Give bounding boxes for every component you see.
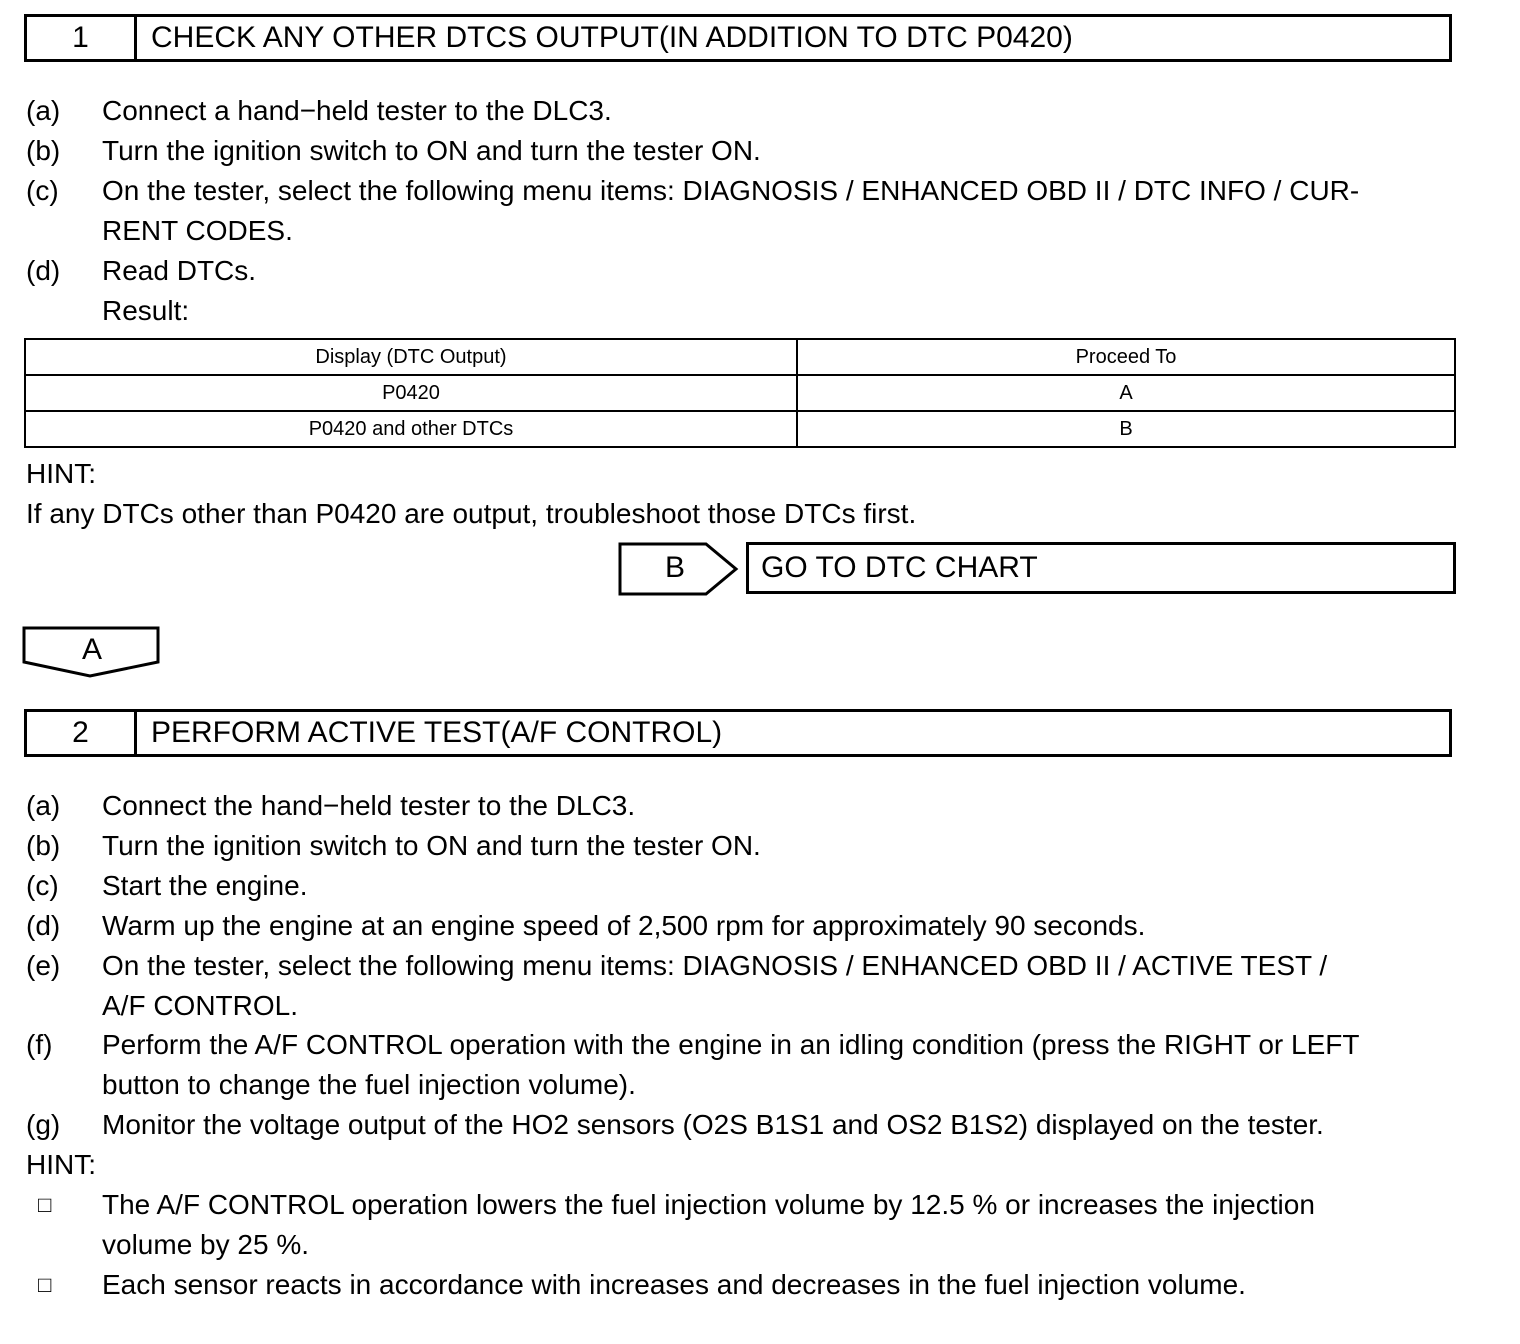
step-2-item-e-label: (e): [26, 950, 61, 981]
step-2-item-d-text: Warm up the engine at an engine speed of 2,500 rpm for approximately 90 seconds.: [102, 910, 1146, 941]
list-item: The A/F CONTROL operation lowers the fuel injection volume by 12.5 % or increases the injection: [102, 1189, 1315, 1220]
table-row: [25, 411, 1455, 447]
step-1-item-a-text: Connect a hand−held tester to the DLC3.: [102, 95, 612, 126]
step-1-item-b-text: Turn the ignition switch to ON and turn the tester ON.: [102, 135, 761, 166]
step-2-item-b-label: (b): [26, 830, 61, 861]
table-header-display: Display (DTC Output): [25, 339, 797, 375]
step-2-item-g-text: Monitor the voltage output of the HO2 sensors (O2S B1S1 and OS2 B1S2) displayed on the tester.: [102, 1109, 1324, 1140]
step-2-hint-label: HINT:: [26, 1149, 96, 1180]
step-1-number: 1: [27, 17, 137, 59]
step-2-item-a-text: Connect the hand−held tester to the DLC3.: [102, 790, 636, 821]
branch-b-text: GO TO DTC CHART: [761, 551, 1038, 584]
table-header-proceed: Proceed To: [797, 339, 1455, 375]
step-1-hint-label: HINT:: [26, 458, 96, 489]
step-2-item-e-text-1: On the tester, select the following menu items: DIAGNOSIS / ENHANCED OBD II / ACTIVE TEST /: [102, 950, 1328, 981]
step-2-item-c-label: (c): [26, 870, 59, 901]
list-item: Each sensor reacts in accordance with increases and decreases in the fuel injection volume.: [102, 1269, 1246, 1300]
step-1-hint-text: If any DTCs other than P0420 are output, troubleshoot those DTCs first.: [26, 498, 917, 529]
step-1-item-b-label: (b): [26, 135, 61, 166]
step-1-item-d-label: (d): [26, 255, 61, 286]
step-1-item-d-text-1: Read DTCs.: [102, 255, 257, 286]
table-cell: P0420: [25, 375, 797, 411]
step-1-item-c-label: (c): [26, 175, 59, 206]
step-2-title: PERFORM ACTIVE TEST(A/F CONTROL): [151, 716, 723, 749]
step-2-item-f-text-1: Perform the A/F CONTROL operation with the engine in an idling condition (press the RIGHT or LEFT: [102, 1029, 1360, 1060]
list-item-bullet-icon: □: [38, 1272, 52, 1297]
list-item: volume by 25 %.: [102, 1229, 309, 1260]
table-header-row: [25, 339, 1455, 375]
step-2-item-a-label: (a): [26, 790, 61, 821]
step-1-item-d-text-2: Result:: [102, 295, 190, 326]
step-2-item-f-text-2: button to change the fuel injection volume).: [102, 1069, 636, 1100]
table-row: [25, 375, 1455, 411]
list-item-bullet-icon: □: [38, 1192, 52, 1217]
step-1-header: [24, 14, 1452, 62]
step-2-item-f-label: (f): [26, 1029, 53, 1060]
branch-a-label: A: [81, 633, 102, 666]
step-1-item-c-text-1: On the tester, select the following menu items: DIAGNOSIS / ENHANCED OBD II / DTC INFO / CUR-: [102, 175, 1360, 206]
branch-b-label: B: [664, 551, 685, 584]
step-1-title: CHECK ANY OTHER DTCS OUTPUT(IN ADDITION TO DTC P0420): [151, 21, 1073, 54]
step-2-item-c-text: Start the engine.: [102, 870, 308, 901]
table-cell: P0420 and other DTCs: [25, 411, 797, 447]
step-2-number: 2: [27, 712, 137, 754]
step-1-item-c-text-2: RENT CODES.: [102, 215, 293, 246]
step-2-header: [24, 709, 1452, 757]
step-2-item-g-label: (g): [26, 1109, 61, 1140]
step-2-item-b-text: Turn the ignition switch to ON and turn the tester ON.: [102, 830, 761, 861]
step-1-item-a-label: (a): [26, 95, 61, 126]
table-cell: A: [797, 375, 1455, 411]
step-2-item-e-text-2: A/F CONTROL.: [102, 990, 299, 1021]
table-cell: B: [797, 411, 1455, 447]
result-table: [24, 338, 1456, 448]
step-2-item-d-label: (d): [26, 910, 61, 941]
branch-b-target: [746, 542, 1456, 594]
